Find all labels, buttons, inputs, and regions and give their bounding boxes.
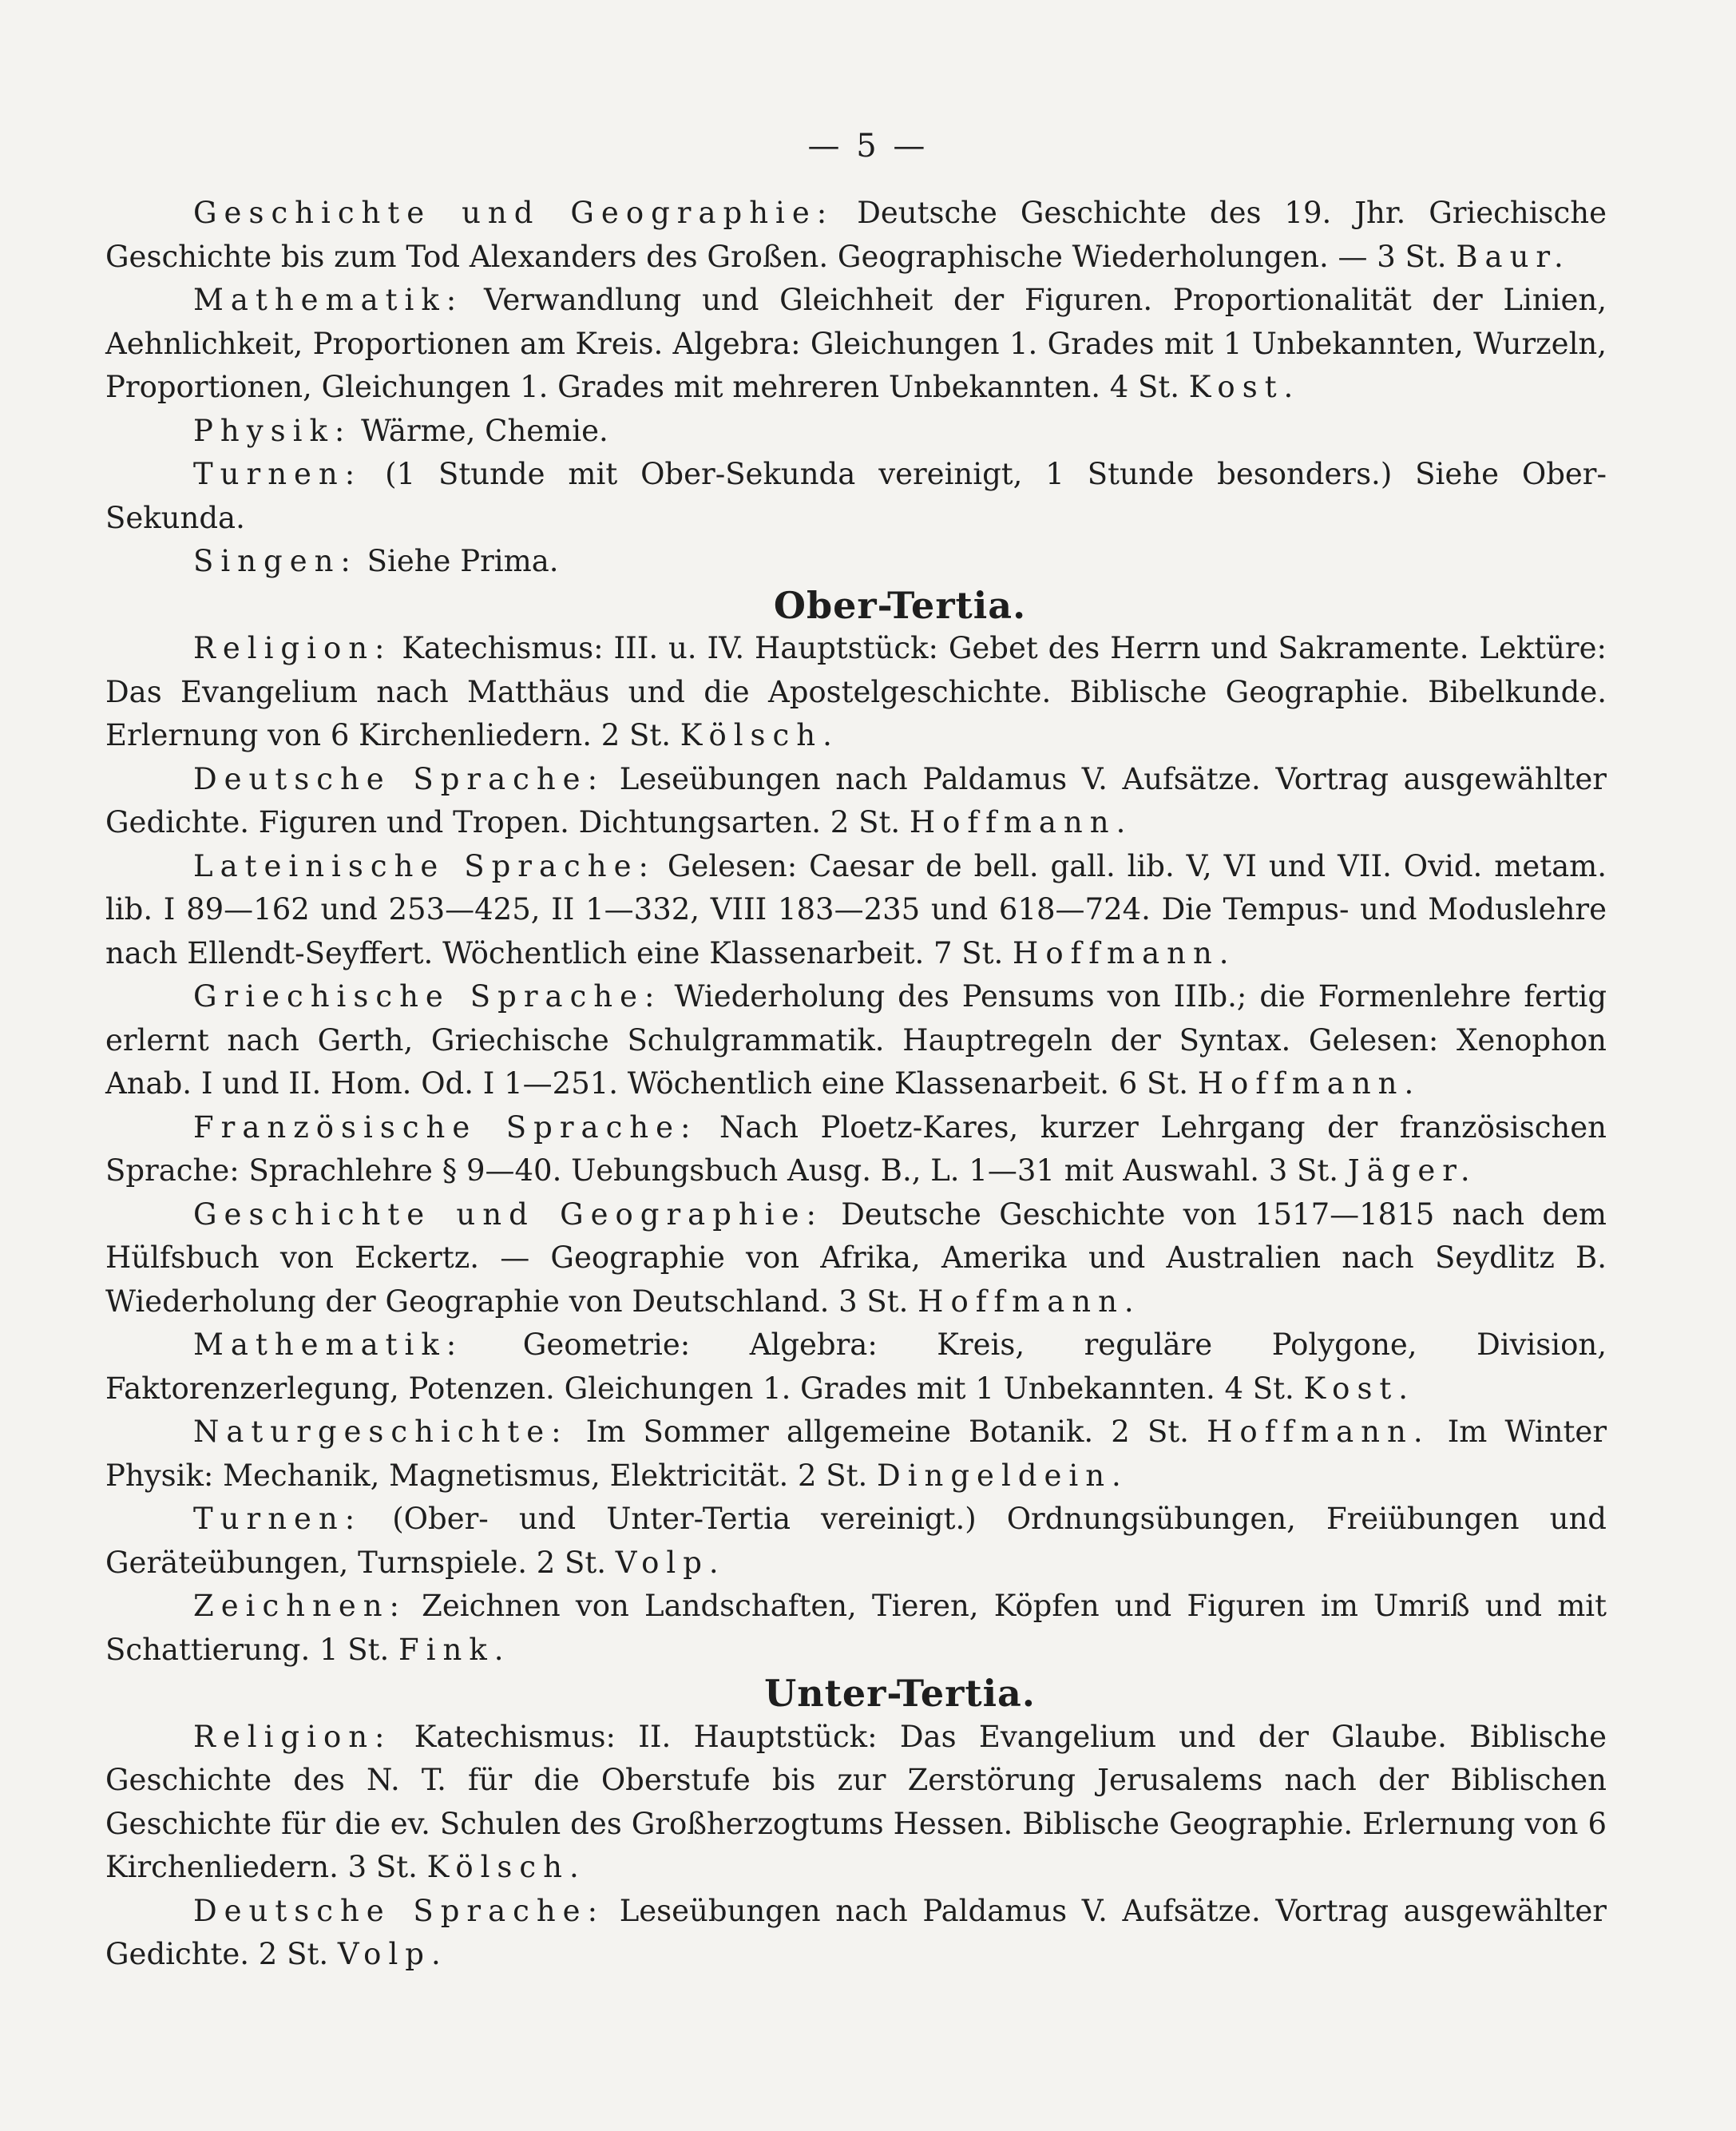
teacher-name: Hoffmann. (1013, 935, 1236, 970)
subject-label: Religion: (193, 631, 392, 665)
paragraph-religion (105, 627, 1607, 758)
document-body (105, 192, 1607, 1977)
subject-label: Deutsche Sprache: (193, 1893, 605, 1928)
teacher-name: Baur. (1456, 239, 1571, 274)
paragraph-naturgeschichte (105, 1411, 1607, 1498)
paragraph-religion (105, 1716, 1607, 1890)
teacher-name: Hoffmann. (1207, 1415, 1430, 1449)
subject-label: Geschichte und Geographie: (193, 196, 834, 230)
subject-label: Singen: (193, 544, 358, 578)
subject-text: Leseübungen nach Paldamus V. Aufsätze. Vortrag ausgewählter Gedichte. 2 St. (105, 1893, 1607, 1971)
teacher-name: Kost. (1188, 370, 1301, 404)
subject-label: Turnen: (193, 457, 363, 491)
teacher-name: Kost. (1303, 1371, 1416, 1406)
teacher-name: Dingeldein. (877, 1458, 1128, 1493)
subject-label: Physik: (193, 413, 352, 448)
paragraph-geschichte-geographie (105, 1193, 1607, 1324)
subject-label: Französische Sprache: (193, 1109, 698, 1145)
teacher-name: Hoffmann. (918, 1284, 1141, 1319)
paragraph-mathematik (105, 1323, 1607, 1411)
teacher-name: Kölsch. (680, 718, 839, 752)
subject-text: (Ober- und Unter-Tertia vereinigt.) Ordnungsübungen, Freiübungen und Geräteübungen, Turnspiele. 2 St. (105, 1502, 1607, 1580)
paragraph-geschichte-geographie (105, 192, 1607, 279)
subject-label: Deutsche Sprache: (193, 761, 605, 796)
paragraph-zeichnen (105, 1585, 1607, 1672)
paragraph-turnen (105, 1498, 1607, 1585)
paragraph-deutsche-sprache (105, 758, 1607, 845)
paragraph-griechische-sprache (105, 975, 1607, 1106)
subject-label: Naturgeschichte: (193, 1415, 569, 1449)
subject-text: Wiederholung des Pensums von IIIb.; die Formenlehre fertig erlernt nach Gerth, Griechische Schulgrammatik. Hauptregeln der Syntax. Gelesen: Xenophon Anab. I und II. Hom. Od. I 1—251. Wöchentlich eine Klassenarbeit. 6 St. (105, 979, 1607, 1101)
paragraph-singen (105, 540, 1607, 584)
subject-text: Katechismus: II. Hauptstück: Das Evangelium und der Glaube. Biblische Geschichte des N. T. für die Oberstufe bis zur Zerstörung Jerusalems nach der Biblischen Geschichte für die ev. Schulen des Großherzogtums Hessen. Biblische Geographie. Erlernung von 6 Kirchenliedern. 3 St. (105, 1719, 1607, 1884)
subject-text: (1 Stunde mit Ober-Sekunda vereinigt, 1 Stunde besonders.) Siehe Ober-Sekunda. (105, 457, 1607, 535)
paragraph-mathematik (105, 279, 1607, 410)
teacher-name: Kölsch. (426, 1850, 586, 1884)
subject-text: Deutsche Geschichte des 19. Jhr. Griechische Geschichte bis zum Tod Alexanders des Großen. Geographische Wiederholungen. — 3 St. (105, 196, 1607, 274)
subject-text: Siehe Prima. (357, 544, 559, 578)
subject-label: Turnen: (193, 1502, 363, 1536)
subject-text: Nach Ploetz-Kares, kurzer Lehrgang der französischen Sprache: Sprachlehre § 9—40. Uebungsbuch Ausg. B., L. 1—31 mit Auswahl. 3 St. (105, 1109, 1607, 1188)
teacher-name: Jäger. (1347, 1153, 1477, 1188)
teacher-name: Volp. (615, 1545, 726, 1580)
section-heading-unter-tertia: Unter-Tertia. (764, 1672, 1036, 1715)
subject-label: Mathematik: (193, 283, 464, 317)
section-heading-ober-tertia: Ober-Tertia. (773, 583, 1027, 627)
subject-text: Leseübungen nach Paldamus V. Aufsätze. Vortrag ausgewählter Gedichte. Figuren und Tropen. Dichtungsarten. 2 St. (105, 761, 1607, 839)
paragraph-turnen (105, 453, 1607, 540)
subject-label: Geschichte und Geographie: (193, 1196, 823, 1232)
subject-text-extra: Im Winter Physik: Mechanik, Magnetismus, Elektricität. 2 St. (105, 1415, 1607, 1493)
subject-label: Griechische Sprache: (193, 979, 662, 1014)
paragraph-lateinische-sprache (105, 845, 1607, 976)
subject-text: Im Sommer allgemeine Botanik. 2 St. (568, 1415, 1207, 1449)
paragraph-franzoesische-sprache (105, 1106, 1607, 1193)
paragraph-deutsche-sprache (105, 1890, 1607, 1977)
subject-label: Zeichnen: (193, 1589, 407, 1623)
paragraph-physik (105, 410, 1607, 454)
teacher-name: Volp. (337, 1937, 448, 1971)
subject-text: Geometrie: Algebra: Kreis, reguläre Polygone, Division, Faktorenzerlegung, Potenzen. Gleichungen 1. Grades mit 1 Unbekannten. 4 St. (105, 1327, 1607, 1406)
subject-label: Religion: (193, 1719, 392, 1754)
teacher-name: Fink. (398, 1632, 511, 1667)
subject-text: Wärme, Chemie. (351, 413, 608, 448)
subject-text: Katechismus: III. u. IV. Hauptstück: Gebet des Herrn und Sakramente. Lektüre: Das Evangelium nach Matthäus und die Apostelgeschichte. Biblische Geographie. Bibelkunde. Erlernung von 6 Kirchenliedern. 2 St. (105, 631, 1607, 752)
teacher-name: Hoffmann. (909, 805, 1133, 839)
subject-text: Zeichnen von Landschaften, Tieren, Köpfen und Figuren im Umriß und mit Schattierung. 1 St. (105, 1589, 1607, 1667)
subject-text: Deutsche Geschichte von 1517—1815 nach dem Hülfsbuch von Eckertz. — Geographie von Afrika, Amerika und Australien nach Seydlitz B. Wiederholung der Geographie von Deutschland. 3 St. (105, 1196, 1607, 1319)
subject-label: Lateinische Sprache: (193, 848, 656, 883)
subject-text: Gelesen: Caesar de bell. gall. lib. V, VI und VII. Ovid. metam. lib. I 89—162 und 253—425, II 1—332, VIII 183—235 und 618—724. Die Tempus- und Moduslehre nach Ellendt-Seyffert. Wöchentlich eine Klassenarbeit. 7 St. (105, 848, 1607, 970)
subject-label: Mathematik: (193, 1327, 464, 1362)
subject-text: Verwandlung und Gleichheit der Figuren. Proportionalität der Linien, Aehnlichkeit, Proportionen am Kreis. Algebra: Gleichungen 1. Grades mit 1 Unbekannten, Wurzeln, Proportionen, Gleichungen 1. Grades mit mehreren Unbekannten. 4 St. (105, 283, 1607, 404)
teacher-name: Hoffmann. (1197, 1066, 1421, 1101)
page-number: — 5 — (807, 128, 929, 165)
